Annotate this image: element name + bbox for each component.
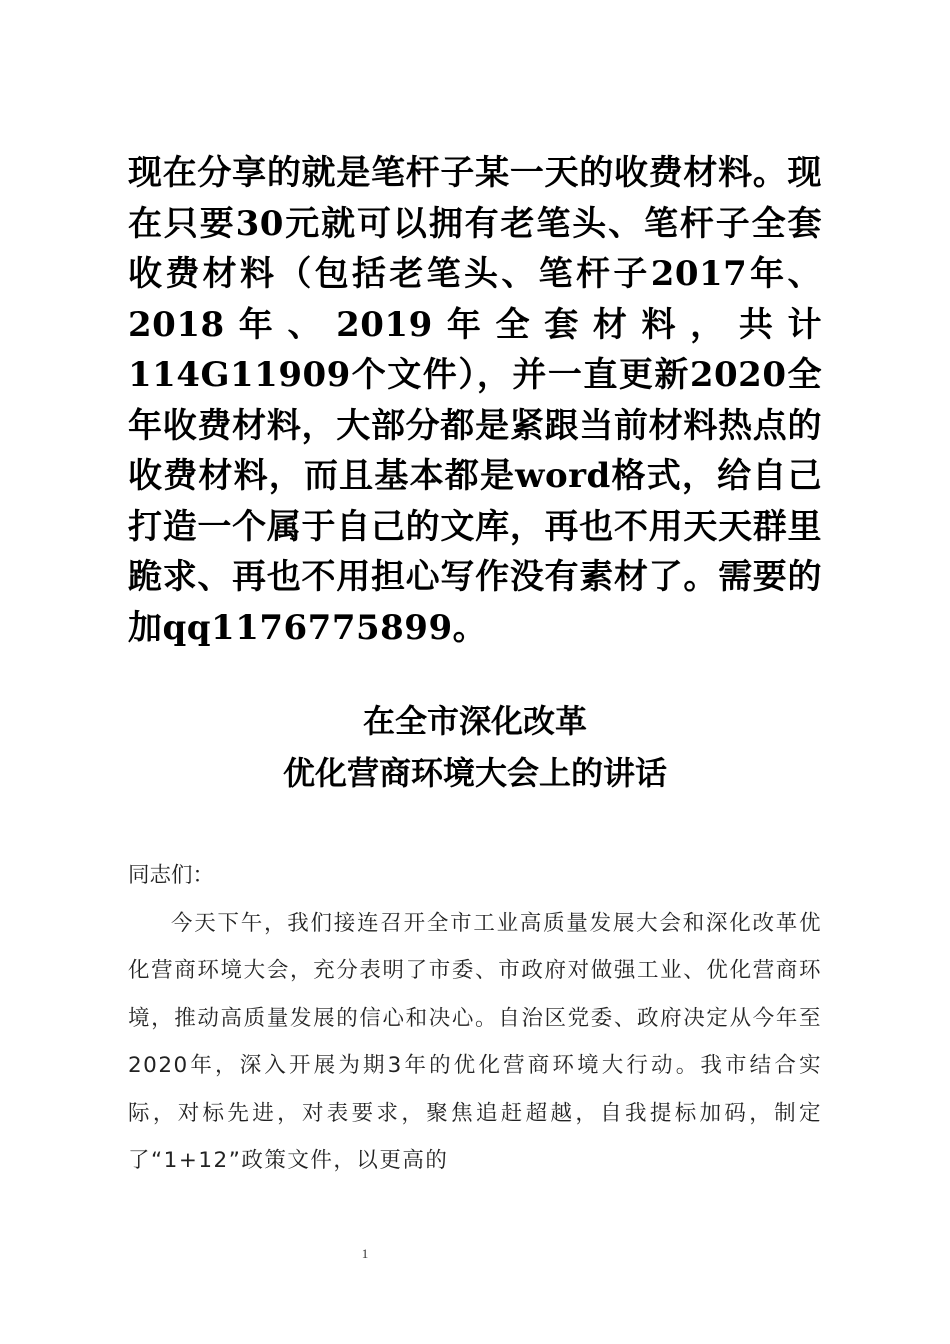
page-number: 1	[361, 1246, 369, 1261]
title-line-2: 优化营商环境大会上的讲话	[282, 754, 667, 792]
body-paragraph: 今天下午，我们接连召开全市工业高质量发展大会和深化改革优化营商环境大会，充分表明了市委、市政府对做强工业、优化营商环境，推动高质量发展的信心和决心。自治区党委、政府决定从今年至2020年，深入开展为期3年的优化营商环境大行动。我市结合实际，对标先进，对表要求，聚焦追赶超越，自我提标加码，制定了“1+12”政策文件，以更高的	[128, 910, 822, 1173]
salutation: 同志们：	[128, 863, 215, 888]
speech-body	[128, 852, 822, 1185]
promo-paragraph: 现在分享的就是笔杆子某一天的收费材料。现在只要30元就可以拥有老笔头、笔杆子全套收费材料（包括老笔头、笔杆子2017年、2018年、2019年全套材料，共计114G11909个文件），并一直更新2020全年收费材料，大部分都是紧跟当前材料热点的收费材料，而且基本都是word格式，给自己打造一个属于自己的文库，再也不用天天群里跪求、再也不用担心写作没有素材了。需要的加qq1176775899。	[128, 153, 822, 648]
title-line-1: 在全市深化改革	[362, 702, 587, 740]
speech-title	[128, 695, 822, 799]
